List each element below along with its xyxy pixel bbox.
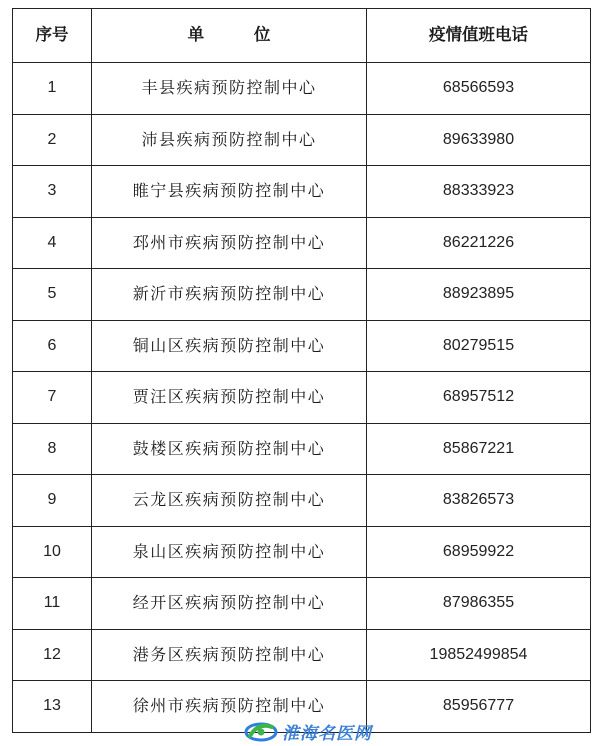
- site-watermark: [244, 718, 372, 744]
- table-header-row: [13, 9, 591, 63]
- row-unit: 铜山区疾病预防控制中心: [92, 320, 367, 372]
- header-unit: [92, 9, 367, 63]
- row-index: 7: [13, 372, 92, 424]
- row-phone: 68566593: [367, 63, 591, 115]
- row-phone: 89633980: [367, 114, 591, 166]
- row-phone: 68959922: [367, 526, 591, 578]
- swirl-logo-icon: [244, 718, 278, 744]
- row-unit: 泉山区疾病预防控制中心: [92, 526, 367, 578]
- row-unit: 港务区疾病预防控制中心: [92, 629, 367, 681]
- row-unit: 经开区疾病预防控制中心: [92, 578, 367, 630]
- row-index: 13: [13, 681, 92, 733]
- row-unit: 沛县疾病预防控制中心: [92, 114, 367, 166]
- row-unit: 云龙区疾病预防控制中心: [92, 475, 367, 527]
- row-phone: 88333923: [367, 166, 591, 218]
- header-index: 序号: [13, 9, 92, 63]
- table-row: [13, 578, 591, 630]
- row-unit: 邳州市疾病预防控制中心: [92, 217, 367, 269]
- row-phone: 85956777: [367, 681, 591, 733]
- table-row: [13, 320, 591, 372]
- row-index: 12: [13, 629, 92, 681]
- table-row: [13, 63, 591, 115]
- row-index: 3: [13, 166, 92, 218]
- watermark-text: 淮海名医网: [282, 723, 372, 744]
- row-unit: 新沂市疾病预防控制中心: [92, 269, 367, 321]
- row-phone: 83826573: [367, 475, 591, 527]
- row-index: 8: [13, 423, 92, 475]
- row-phone: 68957512: [367, 372, 591, 424]
- row-unit: 睢宁县疾病预防控制中心: [92, 166, 367, 218]
- table-row: [13, 269, 591, 321]
- row-phone: 19852499854: [367, 629, 591, 681]
- row-phone: 85867221: [367, 423, 591, 475]
- row-phone: 86221226: [367, 217, 591, 269]
- row-index: 11: [13, 578, 92, 630]
- row-index: 1: [13, 63, 92, 115]
- header-phone: 疫情值班电话: [367, 9, 591, 63]
- row-phone: 87986355: [367, 578, 591, 630]
- row-index: 9: [13, 475, 92, 527]
- row-index: 6: [13, 320, 92, 372]
- duty-phone-table: [12, 8, 591, 733]
- row-unit: 丰县疾病预防控制中心: [92, 63, 367, 115]
- table-row: [13, 166, 591, 218]
- row-index: 5: [13, 269, 92, 321]
- row-index: 4: [13, 217, 92, 269]
- table-row: [13, 423, 591, 475]
- row-index: 2: [13, 114, 92, 166]
- row-unit: 徐州市疾病预防控制中心: [92, 681, 367, 733]
- row-unit: 鼓楼区疾病预防控制中心: [92, 423, 367, 475]
- header-unit-label: 单 位: [187, 25, 293, 45]
- table-row: [13, 629, 591, 681]
- table-row: [13, 114, 591, 166]
- row-unit: 贾汪区疾病预防控制中心: [92, 372, 367, 424]
- table-row: [13, 217, 591, 269]
- table-row: [13, 372, 591, 424]
- row-phone: 88923895: [367, 269, 591, 321]
- table-row: [13, 475, 591, 527]
- table-row: [13, 526, 591, 578]
- row-index: 10: [13, 526, 92, 578]
- row-phone: 80279515: [367, 320, 591, 372]
